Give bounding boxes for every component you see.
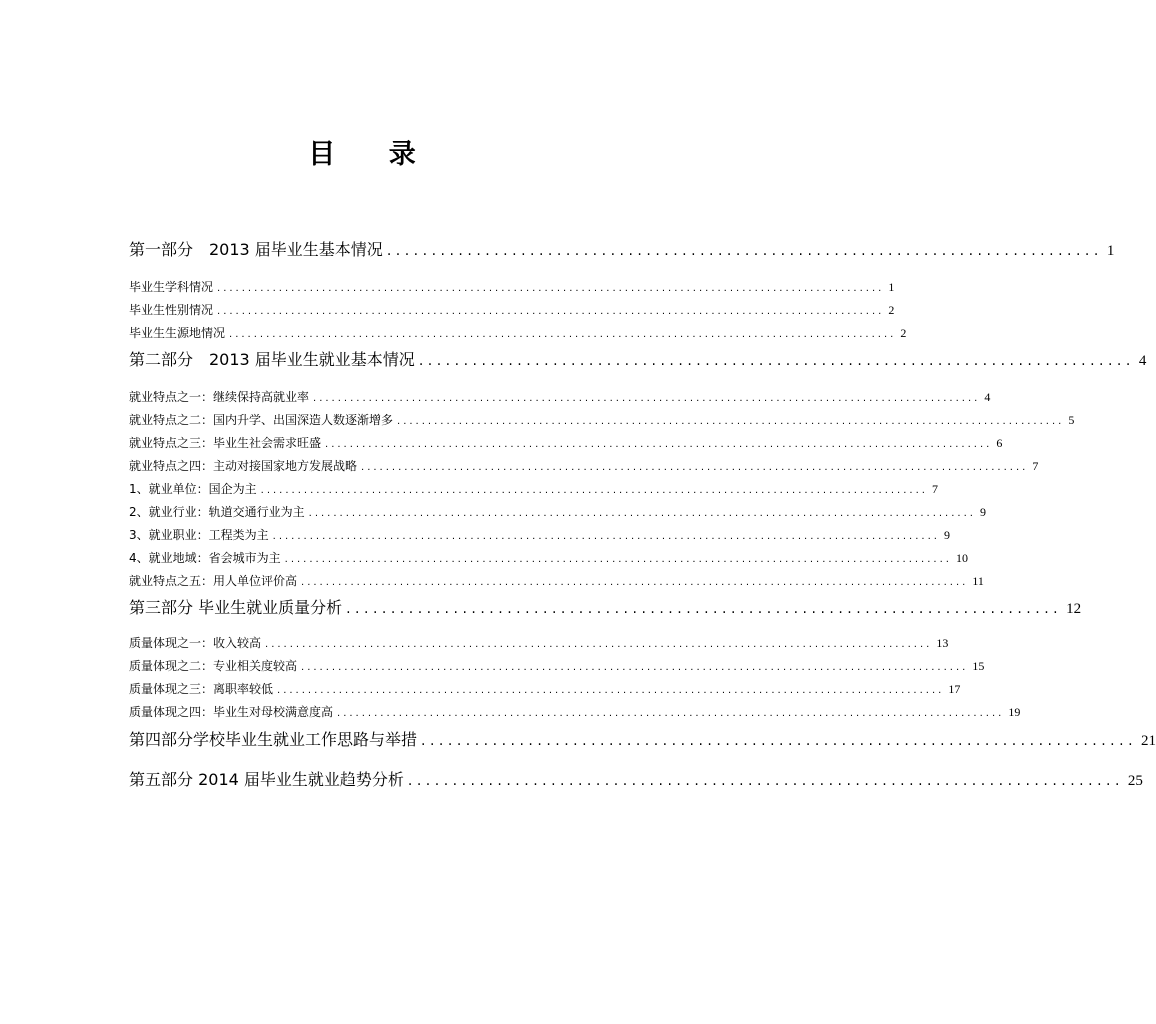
toc-entry[interactable]	[129, 480, 938, 497]
dot-leader: ............................................................................................................	[361, 462, 1029, 473]
toc-entry[interactable]	[129, 549, 968, 566]
toc-entry[interactable]	[129, 680, 961, 697]
toc-entry-part-1[interactable]	[129, 237, 1115, 260]
toc-entry-part-4[interactable]	[129, 727, 1156, 750]
dot-leader: ............................................................................................................	[308, 508, 976, 519]
toc-entry-label: 第三部分 毕业生就业质量分析	[129, 598, 343, 617]
toc-entry-label: 质量体现之四：毕业生对母校满意度高	[129, 705, 334, 719]
toc-entry-page: 1	[888, 280, 895, 294]
toc-entry[interactable]	[129, 703, 1021, 720]
toc-entry-page: 7	[931, 482, 938, 496]
page-title: 目 录	[308, 139, 438, 170]
toc-entry[interactable]	[129, 526, 950, 543]
toc-entry-page: 9	[943, 528, 950, 542]
dot-leader: ................................................................................	[386, 243, 1103, 259]
dot-leader: ............................................................................................................	[217, 283, 885, 294]
toc-entry-label: 毕业生学科情况	[129, 280, 214, 294]
toc-entry-label: 1、就业单位：国企为主	[129, 482, 257, 496]
toc-entry-page: 25	[1127, 773, 1143, 789]
dot-leader: ............................................................................................................	[260, 485, 928, 496]
dot-leader: ............................................................................................................	[277, 685, 945, 696]
toc-entry[interactable]	[129, 388, 991, 405]
dot-leader: ................................................................................	[407, 773, 1124, 789]
toc-entry-page: 21	[1141, 733, 1156, 749]
dot-leader: ............................................................................................................	[217, 306, 885, 317]
toc-entry-label: 第二部分 2013 届毕业生就业基本情况	[129, 350, 415, 369]
toc-entry-page: 17	[948, 682, 961, 696]
toc-entry-label: 就业特点之三：毕业生社会需求旺盛	[129, 436, 322, 450]
toc-entry-page: 11	[972, 574, 984, 588]
toc-entry-page: 15	[972, 659, 985, 673]
toc-entry[interactable]	[129, 434, 1003, 451]
dot-leader: ................................................................................	[346, 601, 1063, 617]
toc-entry-label: 第四部分学校毕业生就业工作思路与举措	[129, 730, 418, 749]
toc-entry[interactable]	[129, 411, 1075, 428]
toc-entry-page: 19	[1008, 705, 1021, 719]
toc-entry-page: 5	[1068, 413, 1075, 427]
toc-entry[interactable]	[129, 324, 907, 341]
toc-entry-label: 就业特点之五：用人单位评价高	[129, 574, 298, 588]
toc-entry-label: 质量体现之二：专业相关度较高	[129, 659, 298, 673]
toc-entry-page: 4	[1138, 353, 1147, 369]
dot-leader: ............................................................................................................	[284, 554, 952, 565]
toc-entry-part-2[interactable]	[129, 347, 1147, 370]
toc-entry-page: 7	[1032, 459, 1039, 473]
toc-entry[interactable]	[129, 657, 985, 674]
toc-entry-label: 4、就业地域：省会城市为主	[129, 551, 281, 565]
toc-entry-page: 10	[955, 551, 968, 565]
toc-entry-label: 就业特点之一：继续保持高就业率	[129, 390, 310, 404]
dot-leader: ............................................................................................................	[272, 531, 940, 542]
toc-entry-part-5[interactable]	[129, 767, 1143, 790]
dot-leader: ............................................................................................................	[397, 416, 1065, 427]
toc-entry-page: 4	[984, 390, 991, 404]
toc-entry-page: 12	[1066, 601, 1082, 617]
toc-entry-page: 6	[996, 436, 1003, 450]
toc-entry-label: 就业特点之二：国内升学、出国深造人数逐渐增多	[129, 413, 394, 427]
dot-leader: ............................................................................................................	[337, 708, 1005, 719]
dot-leader: ............................................................................................................	[313, 393, 981, 404]
dot-leader: ................................................................................	[421, 733, 1138, 749]
toc-entry[interactable]	[129, 503, 986, 520]
toc-entry-page: 2	[888, 303, 895, 317]
toc-entry-page: 1	[1106, 243, 1115, 259]
dot-leader: ............................................................................................................	[229, 329, 897, 340]
dot-leader: ................................................................................	[418, 353, 1135, 369]
toc-entry[interactable]	[129, 301, 895, 318]
toc-entry[interactable]	[129, 634, 949, 651]
toc-entry-label: 第一部分 2013 届毕业生基本情况	[129, 240, 383, 259]
toc-entry[interactable]	[129, 457, 1039, 474]
toc-entry-page: 9	[979, 505, 986, 519]
toc-entry-part-3[interactable]	[129, 595, 1082, 618]
dot-leader: ............................................................................................................	[301, 662, 969, 673]
toc-entry-page: 13	[936, 636, 949, 650]
toc-entry-label: 第五部分 2014 届毕业生就业趋势分析	[129, 770, 404, 789]
dot-leader: ............................................................................................................	[325, 439, 993, 450]
toc-entry-label: 毕业生性别情况	[129, 303, 214, 317]
toc-entry-label: 3、就业职业：工程类为主	[129, 528, 269, 542]
toc-entry-label: 质量体现之三：离职率较低	[129, 682, 274, 696]
toc-entry-label: 毕业生生源地情况	[129, 326, 226, 340]
toc-entry-page: 2	[900, 326, 907, 340]
toc-entry[interactable]	[129, 278, 895, 295]
toc-entry-label: 就业特点之四：主动对接国家地方发展战略	[129, 459, 358, 473]
dot-leader: ............................................................................................................	[301, 577, 969, 588]
toc-entry-label: 质量体现之一：收入较高	[129, 636, 262, 650]
toc-entry-label: 2、就业行业：轨道交通行业为主	[129, 505, 305, 519]
dot-leader: ............................................................................................................	[265, 639, 933, 650]
toc-entry[interactable]	[129, 572, 984, 589]
